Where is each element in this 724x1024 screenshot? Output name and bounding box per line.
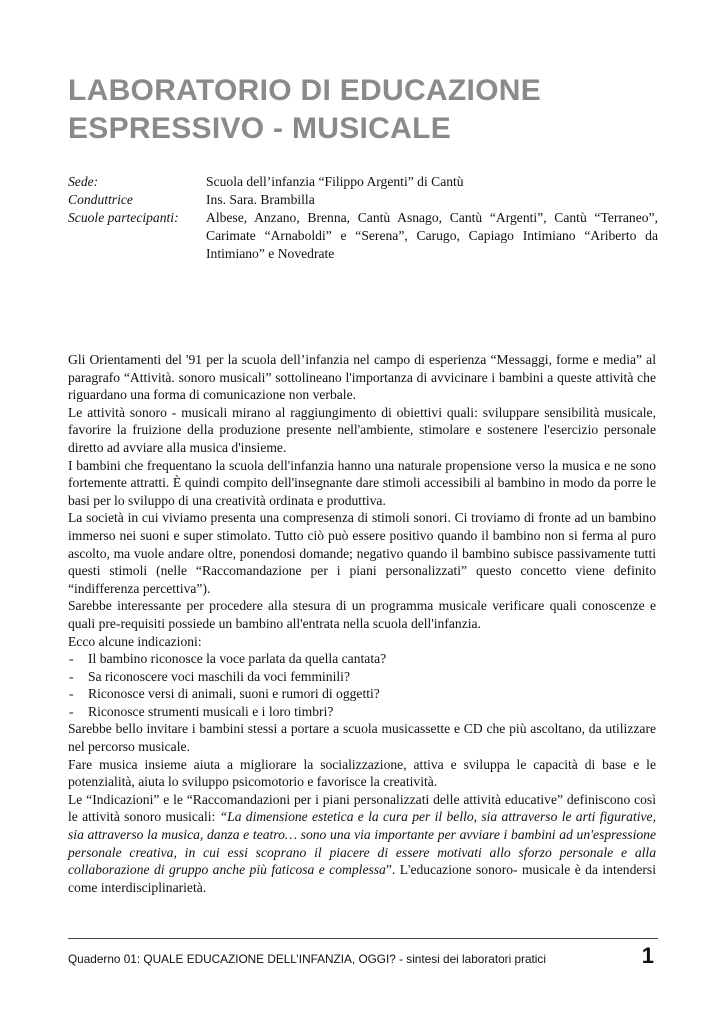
paragraph-9-start: Le “Indicazioni” e le “Raccomandazioni per i piani personalizzati delle attività educative” definiscono così le attività sonoro musicali: — [68, 791, 656, 825]
indications-list — [68, 650, 656, 720]
list-item: - Sa riconoscere voci maschili da voci femminili? — [68, 668, 656, 686]
footer-divider — [68, 938, 658, 939]
paragraph-1: Gli Orientamenti del '91 per la scuola dell’infanzia nel campo di esperienza “Messaggi, forme e media” al paragrafo “Attività. sonoro musicali” sottolineano l'importanza di avvicinare i bambini a queste attività che riguardano una forma di comunicazione non verbale. — [68, 352, 656, 403]
paragraph-4: La società in cui viviamo presenta una compresenza di stimoli sonori. Ci troviamo di fronte ad un bambino immerso nei suoni e super stimolato. Tutto ciò può essere positivo quando il bambino non si ferma al puro ascolto, ma vuole andare oltre, ponendosi domande; negativo quando il bambino subisce passivamente tutti questi stimoli (nelle “Raccomandazione per i piani personalizzati” questo concetto viene definito “indifferenza percettiva”). — [68, 510, 656, 596]
body-text — [68, 351, 656, 896]
meta-row-sede — [68, 173, 658, 191]
scuole-label: Scuole partecipanti: — [68, 210, 179, 225]
paragraph-8: Fare musica insieme aiuta a migliorare la socializzazione, attiva e sviluppa le capacità di base e le potenzialità, aiuta lo sviluppo psicomotorio e favorisce la creatività. — [68, 756, 656, 790]
paragraph-6: Ecco alcune indicazioni: — [68, 633, 202, 649]
meta-row-scuole — [68, 209, 658, 263]
title-line-1: LABORATORIO DI EDUCAZIONE — [68, 74, 542, 107]
paragraph-2: Le attività sonoro - musicali mirano al raggiungimento di obiettivi quali: sviluppare sensibilità musicale, favorire la fruizione della produzione presente nell'ambiente, stimolare e sostenere l'esercizio personale diretto ad avviare alla musica d'insieme. — [68, 404, 656, 455]
title-line-2: ESPRESSIVO - MUSICALE — [68, 112, 452, 145]
footer-text: Quaderno 01: QUALE EDUCAZIONE DELL’INFANZIA, OGGI? - sintesi dei laboratori pratici — [68, 952, 546, 966]
paragraph-9-end: ”. L'educazione sonoro- musicale è da intendersi come interdisciplinarietà. — [68, 862, 656, 895]
paragraph-9-quote: “La dimensione estetica e la cura per il bello, sia attraverso le arti figurative, sia attraverso la musica, danza e teatro… sono una via importante per avviare i bambini ad un'espressione personale creativa, in cui essi scoprano il piacere di essere motivati allo sforzo personale e alla collaborazione di gruppo anche più faticosa e complessa — [68, 809, 656, 878]
meta-row-conduttrice — [68, 191, 658, 209]
list-item: - Riconosce versi di animali, suoni e rumori di oggetti? — [68, 685, 656, 703]
sede-label: Sede: — [68, 174, 99, 189]
meta-block — [68, 173, 658, 263]
document-title — [68, 72, 668, 148]
conduttrice-label: Conduttrice — [68, 192, 133, 207]
conduttrice-value: Ins. Sara. Brambilla — [206, 192, 315, 207]
list-item: - Il bambino riconosce la voce parlata da quella cantata? — [68, 650, 656, 668]
scuole-value: Albese, Anzano, Brenna, Cantù Asnago, Cantù “Argenti”, Cantù “Terraneo”, Carimate “Arnaboldi” e “Serena”, Carugo, Capiago Intimiano “Ariberto da Intimiano” e Novedrate — [206, 210, 658, 261]
paragraph-9 — [68, 791, 656, 897]
paragraph-5: Sarebbe interessante per procedere alla stesura di un programma musicale verificare quali conoscenze e quali pre-requisiti possiede un bambino all'entrata nella scuola dell'infanzia. — [68, 598, 656, 631]
paragraph-7: Sarebbe bello invitare i bambini stessi a portare a scuola musicassette e CD che più ascoltano, da utilizzare nel percorso musicale. — [68, 721, 656, 755]
list-item: - Riconosce strumenti musicali e i loro timbri? — [68, 703, 656, 721]
paragraph-3: I bambini che frequentano la scuola dell'infanzia hanno una naturale propensione verso la musica e ne sono fortemente attratti. È quindi compito dell'insegnante dare stimoli accessibili al bambino in modo da porre le basi per lo sviluppo di una creatività ordinata e produttiva. — [68, 457, 656, 508]
sede-value: Scuola dell’infanzia “Filippo Argenti” di Cantù — [206, 174, 464, 189]
page-number: 1 — [641, 943, 654, 968]
